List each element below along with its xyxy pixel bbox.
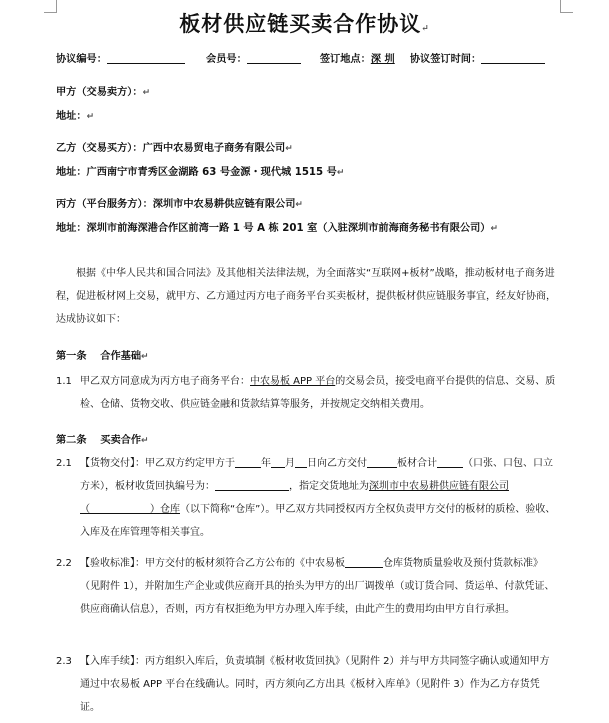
agreement-no-label: 协议编号： bbox=[56, 54, 107, 65]
clause-2-3-text: 【入库手续】：丙方组织入库后，负责填制《板材收货回执》（见附件 2）并与甲方共同签字确认或通知甲方通过中农易板 APP 平台在线确认。同时，丙方须向乙方出具《板材入库单》（见附件 3）作为乙方存货凭证。 bbox=[80, 656, 550, 713]
party-b-address: 地址：广西南宁市青秀区金湖路 63 号金源・现代城 1515 号↵ bbox=[56, 167, 345, 178]
party-b-label: 乙方（交易买方）：广西中农易贸电子商务有限公司↵ bbox=[56, 143, 293, 154]
member-no-blank bbox=[247, 52, 301, 64]
member-no-label: 会员号： bbox=[206, 54, 247, 65]
agreement-no-blank bbox=[107, 52, 185, 64]
delivery-address: 深圳市中农易耕供应链有限公司（ ）仓库 bbox=[80, 481, 509, 515]
sign-place-value: 深 圳 bbox=[370, 54, 395, 65]
clause-2-1-text: 【货物交付】：甲乙双方约定甲方于 年 月 日向乙方交付 板材合计 （口张、口包、口立方米），板材收货回执编号为： ，指定交货地址为深圳市中农易耕供应链有限公司（ ）仓库（以下简称“仓库”）。甲乙双方共同授权丙方全权负责甲方交付的板材的质检、验收、入库及在库管理等相关事宜。 bbox=[80, 458, 556, 538]
party-c-label: 丙方（平台服务方）：深圳市中农易耕供应链有限公司↵ bbox=[56, 199, 303, 210]
preamble-paragraph: 根据《中华人民共和国合同法》及其他相关法律法规，为全面落实“互联网+板材”战略，推动板材电子商务进程，促进板材网上交易，就甲方、乙方通过丙方电子商务平台买卖板材，提供板材供应链服务事宜，经友好协商，达成协议如下： bbox=[56, 268, 556, 325]
article-2-heading: 第二条 买卖合作↵ bbox=[56, 435, 149, 446]
article-1-heading: 第一条 合作基础↵ bbox=[56, 351, 149, 362]
clause-2-2-text: 【验收标准】：甲方交付的板材须符合乙方公布的《中农易板 仓库货物质量验收及预付货款标准》（见附件 1），并附加生产企业或供应商开具的抬头为甲方的出厂调拨单（或订货合同、货运单、付款凭证、供应商确认信息），否则，丙方有权拒绝为甲方办理入库手续，由此产生的费用均由甲方自行承担。 bbox=[80, 558, 555, 615]
header-fields bbox=[56, 52, 545, 67]
sign-time-blank bbox=[481, 52, 545, 64]
platform-name: 中农易板 APP 平台 bbox=[250, 376, 336, 387]
clause-2-3-number: 2.3 bbox=[56, 656, 72, 667]
clause-2-1-number: 2.1 bbox=[56, 458, 72, 469]
sign-time-label: 协议签订时间： bbox=[409, 54, 482, 65]
sign-place-label: 签订地点： bbox=[319, 54, 371, 65]
clause-1-1-text: 甲乙双方同意成为丙方电子商务平台：中农易板 APP 平台的交易会员，接受电商平台提供的信息、交易、质检、仓储、货物交收、供应链金融和货款结算等服务，并按规定交纳相关费用。 bbox=[80, 376, 556, 410]
party-a-label: 甲方（交易卖方）：↵ bbox=[56, 87, 151, 98]
clause-1-1-number: 1.1 bbox=[56, 376, 72, 387]
party-a-address: 地址：↵ bbox=[56, 111, 95, 122]
document-title: 板材供应链买卖合作协议↵ bbox=[179, 11, 430, 36]
party-c-address: 地址：深圳市前海深港合作区前湾一路 1 号 A 栋 201 室（入驻深圳市前海商务秘书有限公司）↵ bbox=[56, 223, 498, 234]
clause-2-2-number: 2.2 bbox=[56, 558, 72, 569]
